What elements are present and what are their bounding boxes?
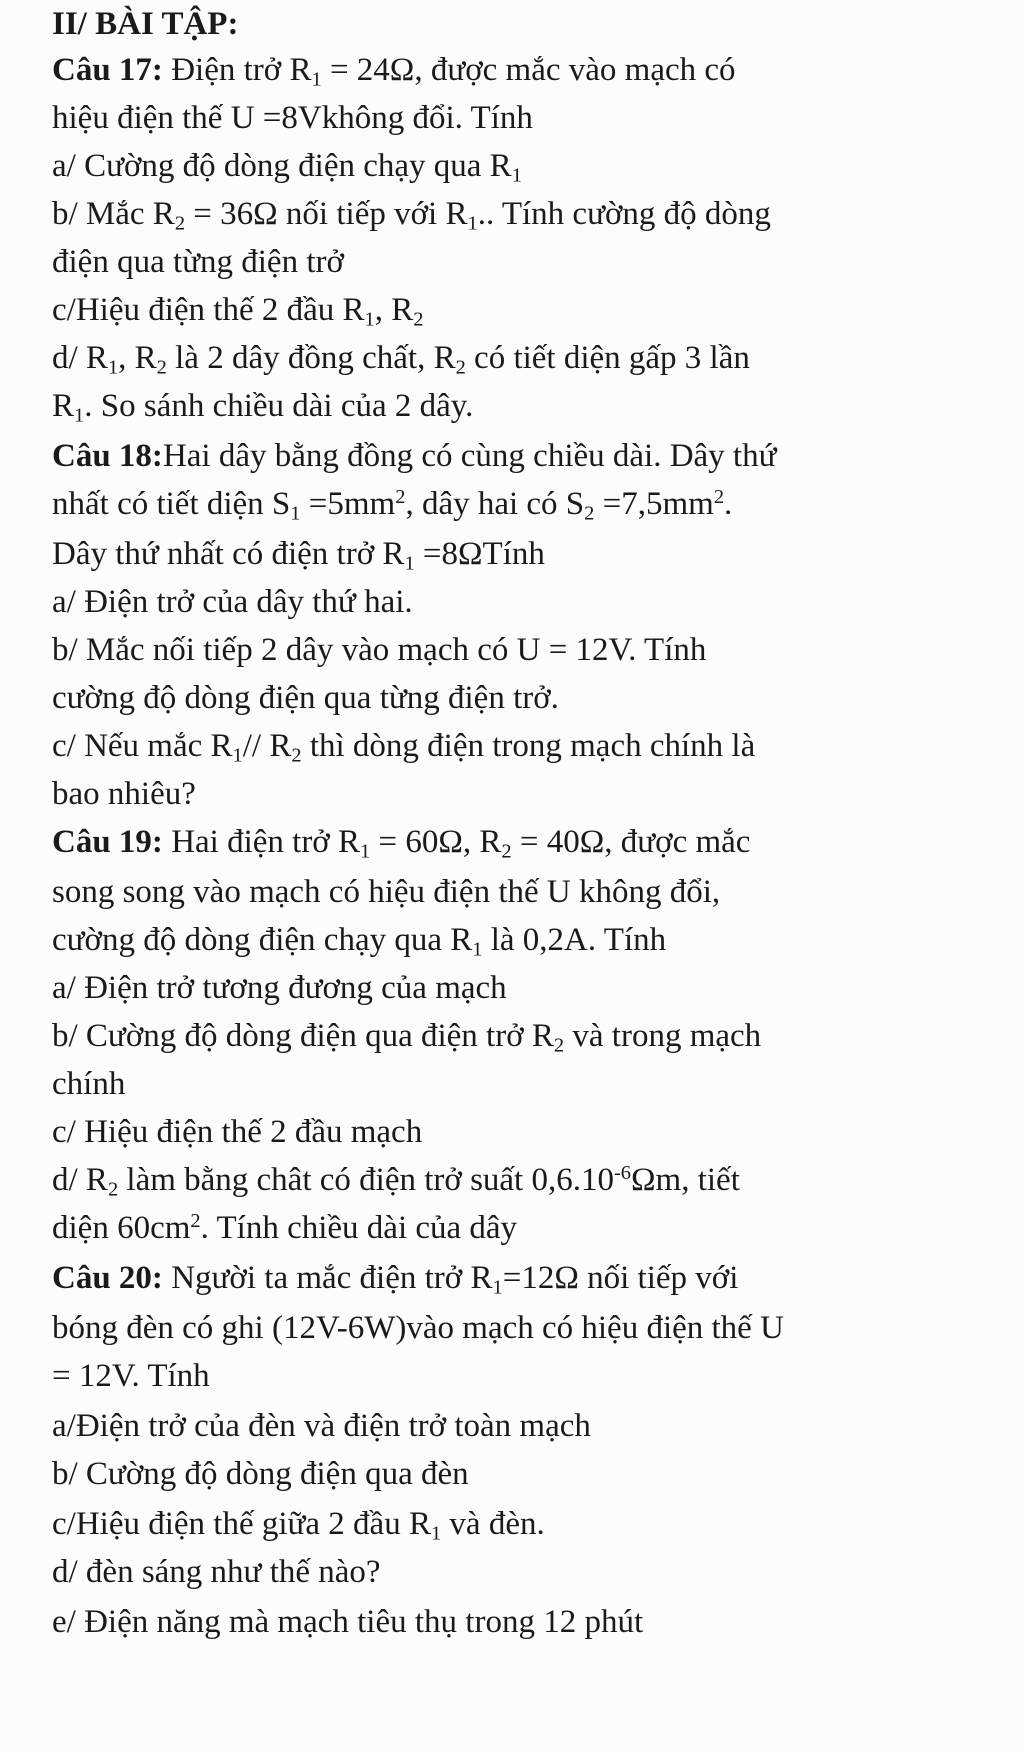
line-text: Hai điện trở $R_1 = 60\Omega$, $R_2 = 40\Omega$, được mắc xyxy=(162,824,751,863)
line-text: Hai dây bằng đồng có cùng chiều dài. Dây thứ xyxy=(162,438,777,474)
cau19-line-1: Câu 19: Hai điện trở $R_1 = 60\Omega$, $R_2 = 40\Omega$, được mắc xyxy=(52,824,751,863)
line-text: hiệu điện thế U =8Vkhông đổi. Tính xyxy=(52,100,533,136)
line-text: d/ $R_1$, $R_2$ là 2 dây đồng chất, $R_2$ có tiết diện gấp 3 lần xyxy=(52,340,750,379)
cau18-line-2 xyxy=(52,484,732,524)
line-text: c/ Hiệu điện thế 2 đầu mạch xyxy=(52,1114,423,1150)
cau19-line-7 xyxy=(52,1112,422,1152)
line-text: a/ Điện trở của dây thứ hai. xyxy=(52,584,413,620)
cau18-line-7 xyxy=(52,726,755,766)
line-text: a/Điện trở của đèn và điện trở toàn mạch xyxy=(52,1408,591,1444)
cau17-line-5 xyxy=(52,242,344,282)
section-heading: II/ BÀI TẬP: xyxy=(52,6,239,42)
line-text: b/ Cường độ dòng điện qua điện trở $R_2$ và trong mạch xyxy=(52,1018,762,1057)
cau18-line-8 xyxy=(52,774,196,814)
line-text: b/ Cường độ dòng điện qua đèn xyxy=(52,1456,469,1492)
line-text: Người ta mắc điện trở $R_1=12\Omega$ nối tiếp với xyxy=(162,1260,739,1299)
line-text: chính xyxy=(52,1066,126,1102)
line-text: Dây thứ nhất có điện trở $R_1$ =8ΩTính xyxy=(52,536,545,575)
cau18-line-5 xyxy=(52,630,706,670)
line-text: Điện trở $R_1 = 24\Omega$, được mắc vào mạch có xyxy=(162,52,736,91)
line-text: cường độ dòng điện qua từng điện trở. xyxy=(52,680,559,716)
line-text: nhất có tiết diện $S_1 =5mm^2$, dây hai có $S_2 =7,5mm^2$. xyxy=(52,485,733,525)
line-text: điện qua từng điện trở xyxy=(52,244,344,280)
cau18-line-1: Câu 18:Hai dây bằng đồng có cùng chiều dài. Dây thứ xyxy=(52,438,777,474)
line-text: e/ Điện năng mà mạch tiêu thụ trong 12 phút xyxy=(52,1604,644,1640)
line-text: d/ $R_2$ làm bằng chât có điện trở suất $0,6.10^{-6}\Omega m$, tiết xyxy=(52,1161,740,1201)
cau20-line-7 xyxy=(52,1552,381,1592)
cau20-line-6 xyxy=(52,1504,545,1544)
line-text: c/Hiệu điện thế giữa 2 đầu $R_1$ và đèn. xyxy=(52,1506,545,1545)
cau17-line-8 xyxy=(52,386,473,426)
cau19-line-6 xyxy=(52,1064,125,1104)
cau17-line-7 xyxy=(52,338,750,378)
cau17-line-3 xyxy=(52,146,522,186)
line-text: b/ Mắc nối tiếp 2 dây vào mạch có U = 12V. Tính xyxy=(52,632,707,668)
cau17-line-4 xyxy=(52,194,771,234)
cau20-line-8 xyxy=(52,1602,643,1642)
cau17-line-6 xyxy=(52,290,423,330)
line-text: cường độ dòng điện chạy qua $R_1$ là 0,2A. Tính xyxy=(52,922,667,961)
line-text: $R_1$. So sánh chiều dài của 2 dây. xyxy=(52,388,474,427)
cau20-line-2 xyxy=(52,1308,784,1348)
cau19-line-4 xyxy=(52,968,507,1008)
line-text: c/Hiệu điện thế 2 đầu $R_1$, $R_2$ xyxy=(52,292,424,331)
cau20-line-4 xyxy=(52,1406,591,1446)
line-text: bóng đèn có ghi (12V-6W)vào mạch có hiệu điện thế U xyxy=(52,1310,784,1346)
line-text: bao nhiêu? xyxy=(52,776,196,812)
cau20-line-1: Câu 20: Người ta mắc điện trở $R_1=12\Omega$ nối tiếp với xyxy=(52,1260,739,1299)
line-text: c/ Nếu mắc $R_1//$ $R_2$ thì dòng điện trong mạch chính là xyxy=(52,728,756,767)
cau18-line-3 xyxy=(52,534,545,574)
cau20-line-3 xyxy=(52,1356,210,1396)
line-text: a/ Cường độ dòng điện chạy qua $R_1$ xyxy=(52,148,522,187)
cau20-line-5 xyxy=(52,1454,469,1494)
line-text: b/ Mắc $R_2 = 36\Omega$ nối tiếp với $R_1$.. Tính cường độ dòng xyxy=(52,196,771,235)
line-text: d/ đèn sáng như thế nào? xyxy=(52,1554,381,1590)
cau17-line-2 xyxy=(52,98,533,138)
line-text: = 12V. Tính xyxy=(52,1358,210,1394)
cau18-line-4 xyxy=(52,582,413,622)
cau19-line-8 xyxy=(52,1160,740,1200)
cau17-line-1: Câu 17: Điện trở $R_1 = 24\Omega$, được mắc vào mạch có xyxy=(52,52,736,91)
cau19-line-2 xyxy=(52,872,720,912)
line-text: song song vào mạch có hiệu điện thế U không đổi, xyxy=(52,874,721,910)
cau19-line-3 xyxy=(52,920,666,960)
line-text: a/ Điện trở tương đương của mạch xyxy=(52,970,507,1006)
cau19-line-5 xyxy=(52,1016,761,1056)
line-text: diện $60cm^2$. Tính chiều dài của dây xyxy=(52,1209,518,1246)
cau19-line-9 xyxy=(52,1208,517,1248)
cau18-line-6 xyxy=(52,678,559,718)
